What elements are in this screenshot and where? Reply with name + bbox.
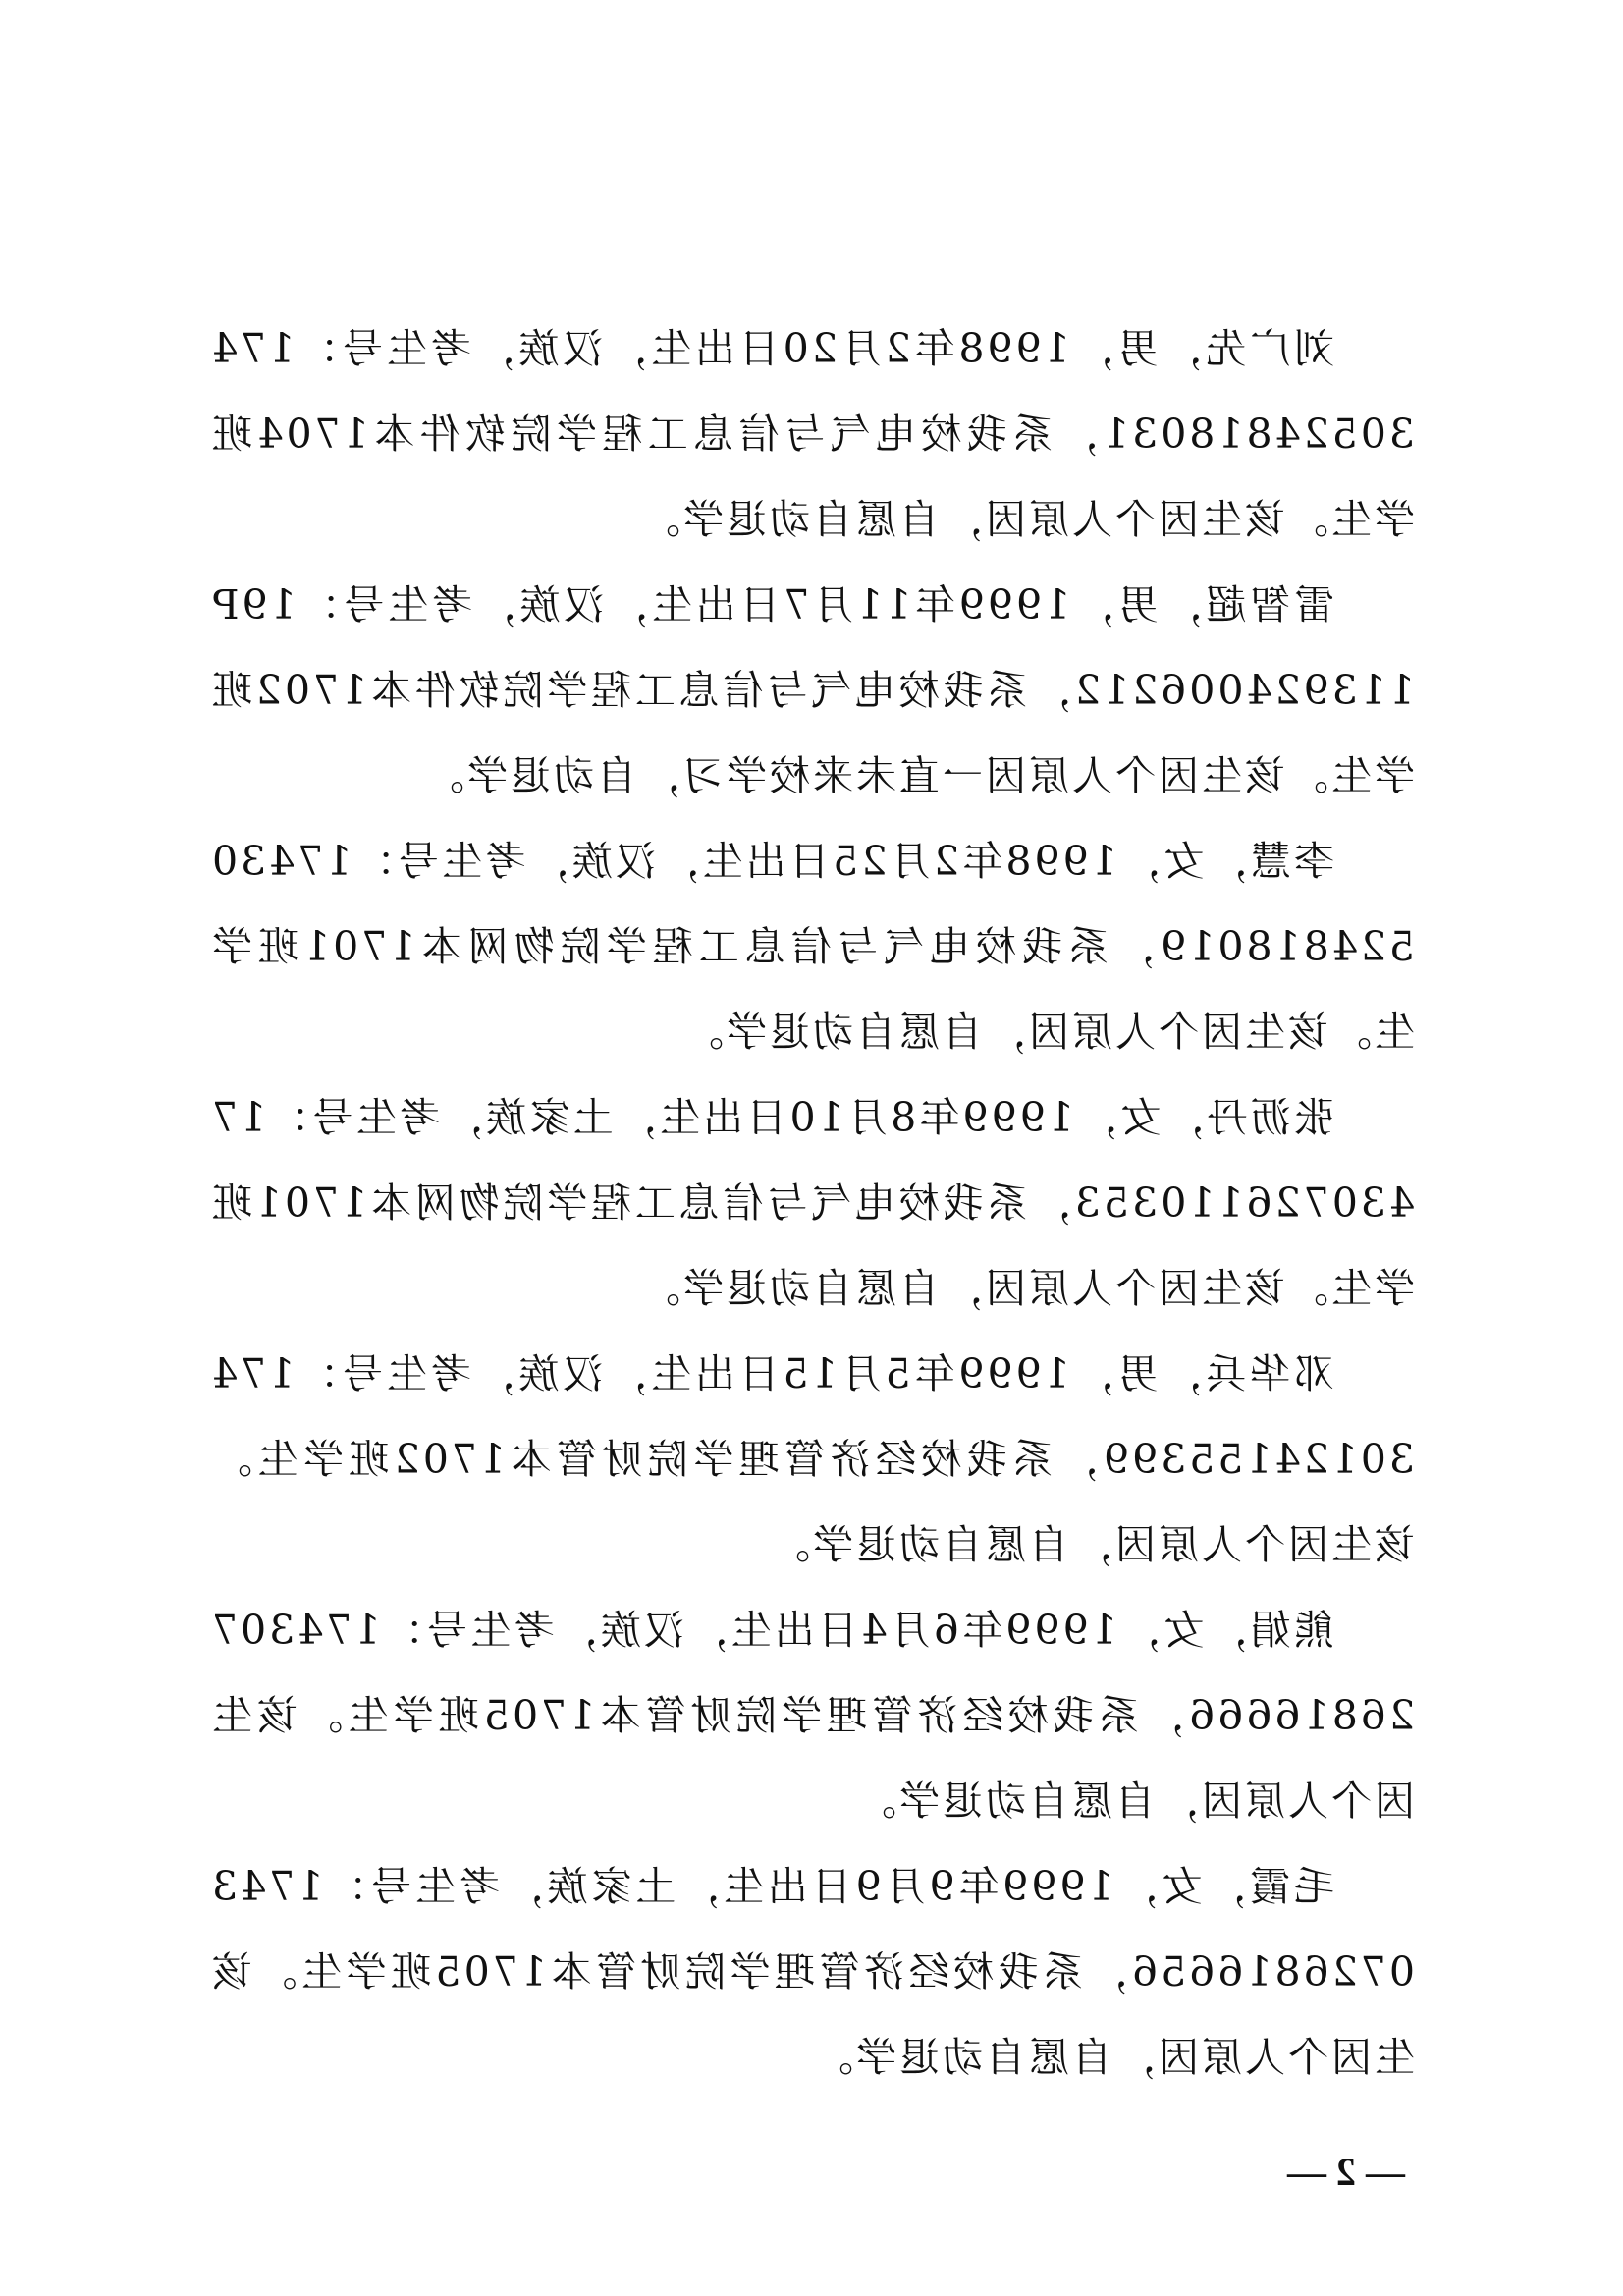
- paragraph-liu-guangxian: 刘广先，男，1998年2月20日出生，汉族，考生号：17430524818031，系我校电气与信息工程学院软件本1704班学生。该生因个人原因，自愿自动退学。: [209, 325, 1415, 543]
- page-number: — 2 —: [1287, 2150, 1405, 2194]
- paragraph-zhang-lidan: 张沥丹，女，1999年8月10日出生，土家族，考生号：17430726110353，系我校电气与信息工程学院物网本1701班学生。该生因个人原因，自愿自动退学。: [209, 1094, 1415, 1312]
- document-body: [209, 306, 1415, 2101]
- paragraph-mao-xia: 毛霞，女，1999年9月9日出生，土家族，考生号：17430726816656，系我校经济管理学院财管本1705班学生。该生因个人原因，自愿自动退学。: [209, 1863, 1415, 2081]
- paragraph-li-hui: 李慧，女，1998年2月25日出生，汉族，考生号：17430524818019，系我校电气与信息工程学院物网本1701班学生。该生因个人原因，自愿自动退学。: [209, 838, 1415, 1056]
- paragraph-xiong-juan: 熊娟，女，1999年6月4日出生，汉族，考生号：17430726816666，系我校经济管理学院财管本1705班学生。该生因个人原因，自愿自动退学。: [209, 1607, 1415, 1825]
- paragraph-lei-zhichao: 雷智超，男，1999年11月7日出生，汉族，考生号：19P11392400621​2，系我校电气与信息工程学院软件本1702班学生。该生因个人原因一直未来校学习，自动退学。: [209, 581, 1415, 799]
- paragraph-deng-huabing: 邓华兵，男，1999年5月15日出生，汉族，考生号：17430124155399，系我校经济管理学院财管本1702班学生。该生因个人原因，自愿自动退学。: [209, 1350, 1415, 1568]
